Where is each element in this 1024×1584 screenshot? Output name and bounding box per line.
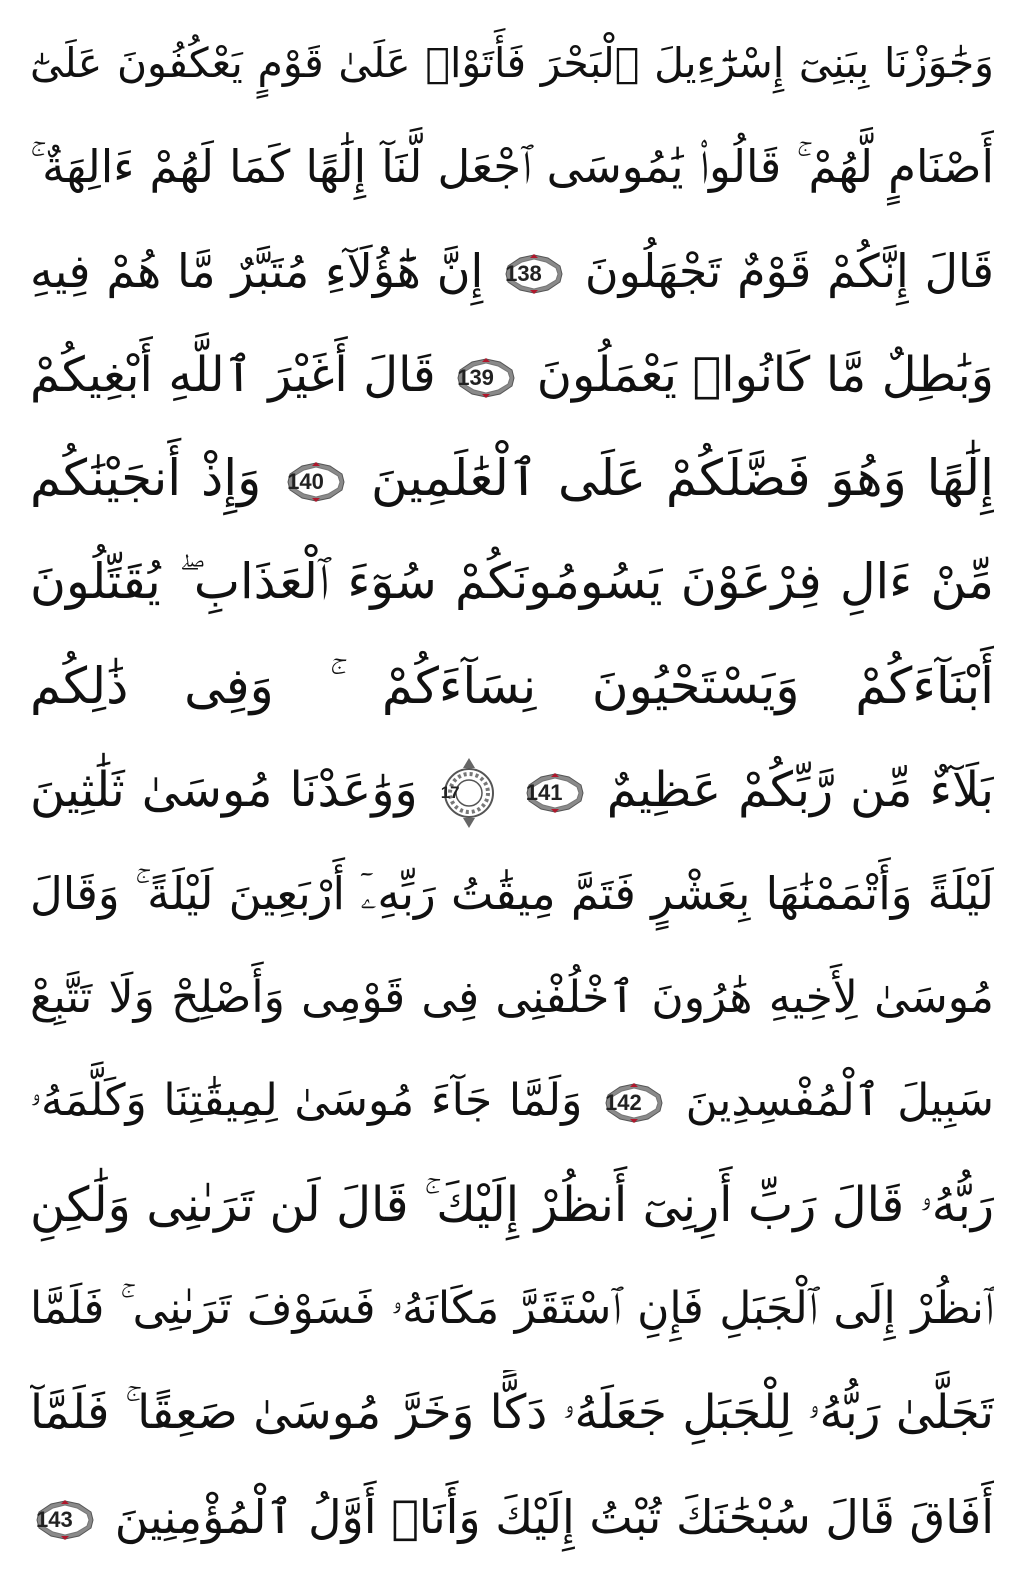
ayah-number: 141 [525,779,563,805]
verse-text: سَبِيلَ ٱلْمُفْسِدِينَ [685,1075,994,1127]
verse-line [30,1474,994,1560]
ayah-number: 139 [457,364,494,390]
verse-text: إِنَّ هَٰٓؤُلَآءِ مُتَبَّرٌ مَّا هُمْ فِيهِ [30,243,484,298]
verse-text: أَصْنَامٍ لَّهُمْ ۚ قَالُوا۟ يَٰمُوسَى ٱجْعَل لَّنَآ إِلَٰهًا كَمَا لَهُمْ ءَالِهَةٌ ۚ [30,139,994,193]
verse-text: قَالَ أَغَيْرَ ٱللَّهِ أَبْغِيكُمْ [30,346,436,403]
ayah-number: 138 [505,261,542,287]
ayah-number: 143 [36,1507,73,1533]
ayah-number-marker [526,773,584,813]
verse-text: رَبُّهُۥ قَالَ رَبِّ أَرِنِىٓ أَنظُرْ إِلَيْكَ ۚ قَالَ لَن تَرَىٰنِى وَلَٰكِنِ [30,1177,994,1234]
ayah-number: 140 [287,468,324,494]
verse-text: قَالَ إِنَّكُمْ قَوْمٌ تَجْهَلُونَ [584,243,994,298]
ayah-number-marker [287,462,345,502]
ayah-number-marker [605,1083,663,1123]
verse-line [30,1058,994,1144]
verse-text: وَبَٰطِلٌ مَّا كَانُوا۟ يَعْمَلُونَ [536,346,994,403]
verse-line [30,851,994,937]
verse-line [30,228,994,314]
verse-lines [30,20,994,1560]
verse-line [30,539,994,625]
verse-line [30,1370,994,1456]
verse-text: إِلَٰهًا وَهُوَ فَضَّلَكُمْ عَلَى ٱلْعَٰلَمِينَ [370,449,994,508]
verse-text: وَلَمَّا جَآءَ مُوسَىٰ لِمِيقَٰتِنَا وَكَلَّمَهُۥ [30,1075,583,1127]
verse-line [30,332,994,418]
hizb-quarter-marker [441,756,497,830]
verse-text: بَلَآءٌ مِّن رَّبِّكُمْ عَظِيمٌ [606,761,994,818]
ayah-number-marker [36,1500,94,1540]
verse-line [30,124,994,210]
verse-text: أَفَاقَ قَالَ سُبْحَٰنَكَ تُبْتُ إِلَيْكَ وَأَنَا۠ أَوَّلُ ٱلْمُؤْمِنِينَ [114,1489,994,1544]
verse-line [30,955,994,1041]
verse-line [30,1266,994,1352]
verse-text: وَجَٰوَزْنَا بِبَنِىٓ إِسْرَٰٓءِيلَ ٱلْبَحْرَ فَأَتَوْا۟ عَلَىٰ قَوْمٍ يَعْكُفُونَ عَلَىٰٓ [30,39,994,87]
verse-line [30,435,994,521]
verse-text: مِّنْ ءَالِ فِرْعَوْنَ يَسُومُونَكُمْ سُوٓءَ ٱلْعَذَابِ ۖ يُقَتِّلُونَ [30,553,994,611]
verse-text: تَجَلَّىٰ رَبُّهُۥ لِلْجَبَلِ جَعَلَهُۥ دَكًّا وَخَرَّ مُوسَىٰ صَعِقًا ۚ فَلَمَّآ [30,1384,994,1440]
verse-line [30,643,994,729]
verse-text: وَإِذْ أَنجَيْنَٰكُم [30,449,262,508]
verse-line [30,20,994,106]
verse-line [30,747,994,833]
ayah-number-marker [505,254,563,294]
verse-text: أَبْنَآءَكُمْ وَيَسْتَحْيُونَ نِسَآءَكُمْ ۚ وَفِى ذَٰلِكُم [30,657,994,716]
ayah-number: 142 [604,1090,642,1116]
verse-text: مُوسَىٰ لِأَخِيهِ هَٰرُونَ ٱخْلُفْنِى فِى قَوْمِى وَأَصْلِحْ وَلَا تَتَّبِعْ [30,971,994,1023]
verse-text: لَيْلَةً وَأَتْمَمْنَٰهَا بِعَشْرٍ فَتَمَّ مِيقَٰتُ رَبِّهِۦٓ أَرْبَعِينَ لَيْلَةً ۚ وَقَالَ [30,866,994,920]
ayah-number-marker [457,358,515,398]
hizb-number: 17 [440,782,460,802]
verse-line [30,1162,994,1248]
verse-text: ٱنظُرْ إِلَى ٱلْجَبَلِ فَإِنِ ٱسْتَقَرَّ مَكَانَهُۥ فَسَوْفَ تَرَىٰنِى ۚ فَلَمَّا [30,1283,994,1335]
verse-text: وَوَٰعَدْنَا مُوسَىٰ ثَلَٰثِينَ [30,761,418,818]
